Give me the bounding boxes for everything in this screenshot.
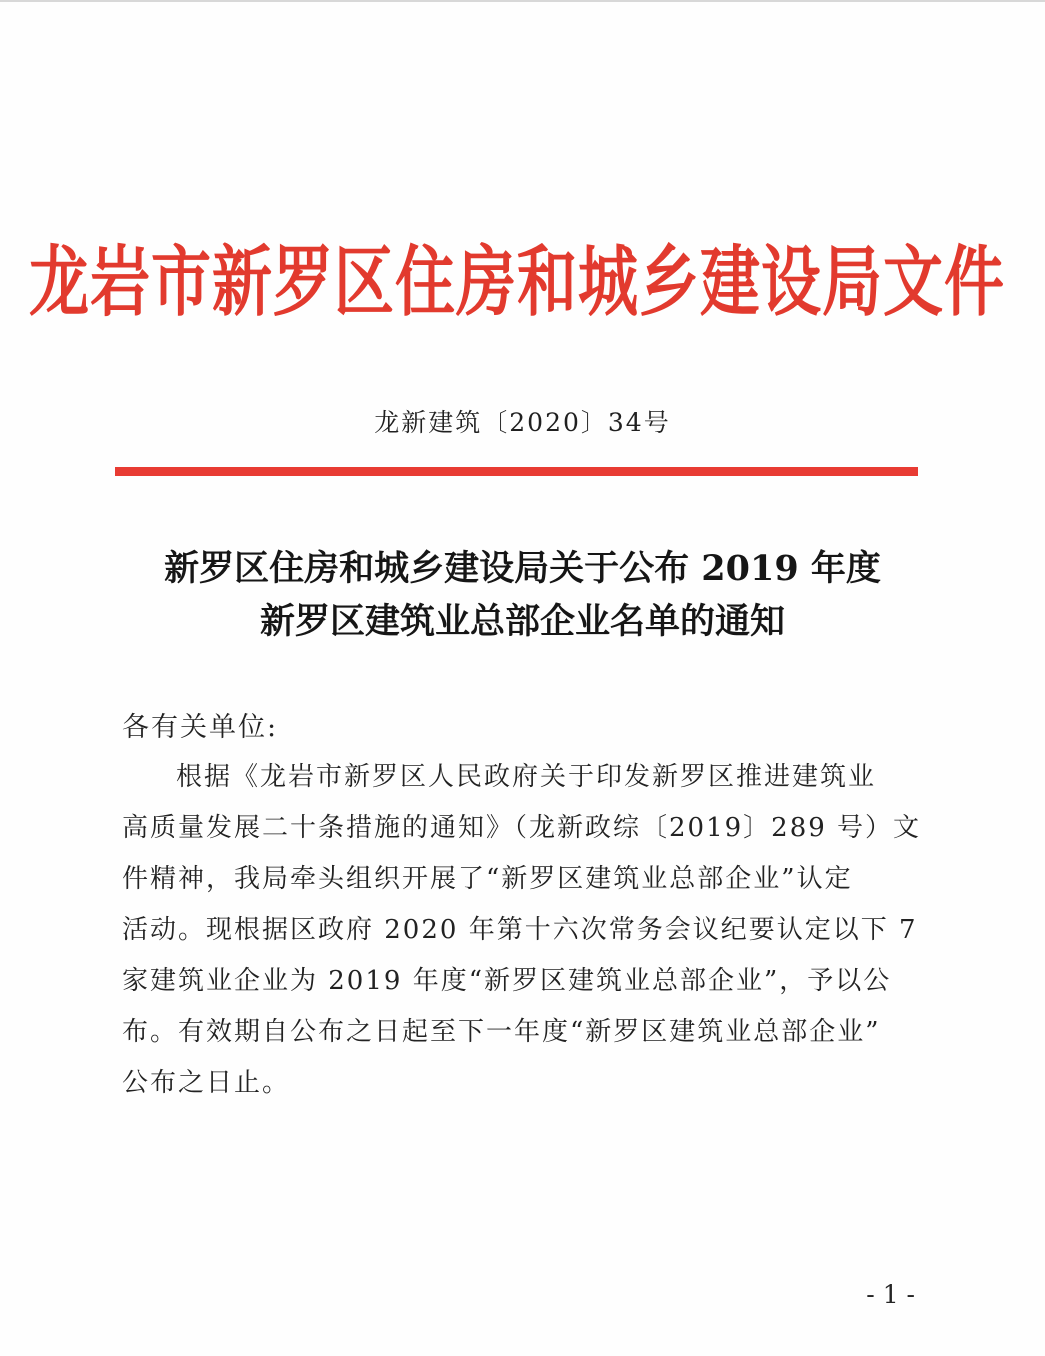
notice-title-line-2: 新罗区建筑业总部企业名单的通知 bbox=[259, 601, 785, 642]
body-line: 根据《龙岩市新罗区人民政府关于印发新罗区推进建筑业 bbox=[176, 762, 877, 792]
notice-body bbox=[122, 752, 922, 1109]
page-number: - 1 - bbox=[866, 1280, 915, 1309]
body-line: 家建筑业企业为 2019 年度“新罗区建筑业总部企业”，予以公 bbox=[122, 966, 892, 996]
body-line: 件精神，我局牵头组织开展了“新罗区建筑业总部企业”认定 bbox=[122, 864, 853, 894]
notice-title-line-1: 新罗区住房和城乡建设局关于公布 2019 年度 bbox=[164, 548, 881, 589]
document-number: 龙新建筑〔2020〕34号 bbox=[374, 408, 671, 437]
body-line: 公布之日止。 bbox=[122, 1068, 291, 1098]
page-top-edge bbox=[0, 0, 1045, 2]
body-line: 活动。现根据区政府 2020 年第十六次常务会议纪要认定以下 7 bbox=[122, 915, 918, 945]
body-line: 高质量发展二十条措施的通知》（龙新政综〔2019〕289 号）文 bbox=[122, 813, 922, 843]
salutation: 各有关单位: bbox=[122, 712, 279, 743]
body-line: 布。有效期自公布之日起至下一年度“新罗区建筑业总部企业” bbox=[122, 1017, 881, 1047]
red-header-rule bbox=[115, 467, 918, 476]
document-header-title: 龙岩市新罗区住房和城乡建设局文件 bbox=[29, 238, 1005, 328]
notice-title bbox=[0, 542, 1045, 648]
